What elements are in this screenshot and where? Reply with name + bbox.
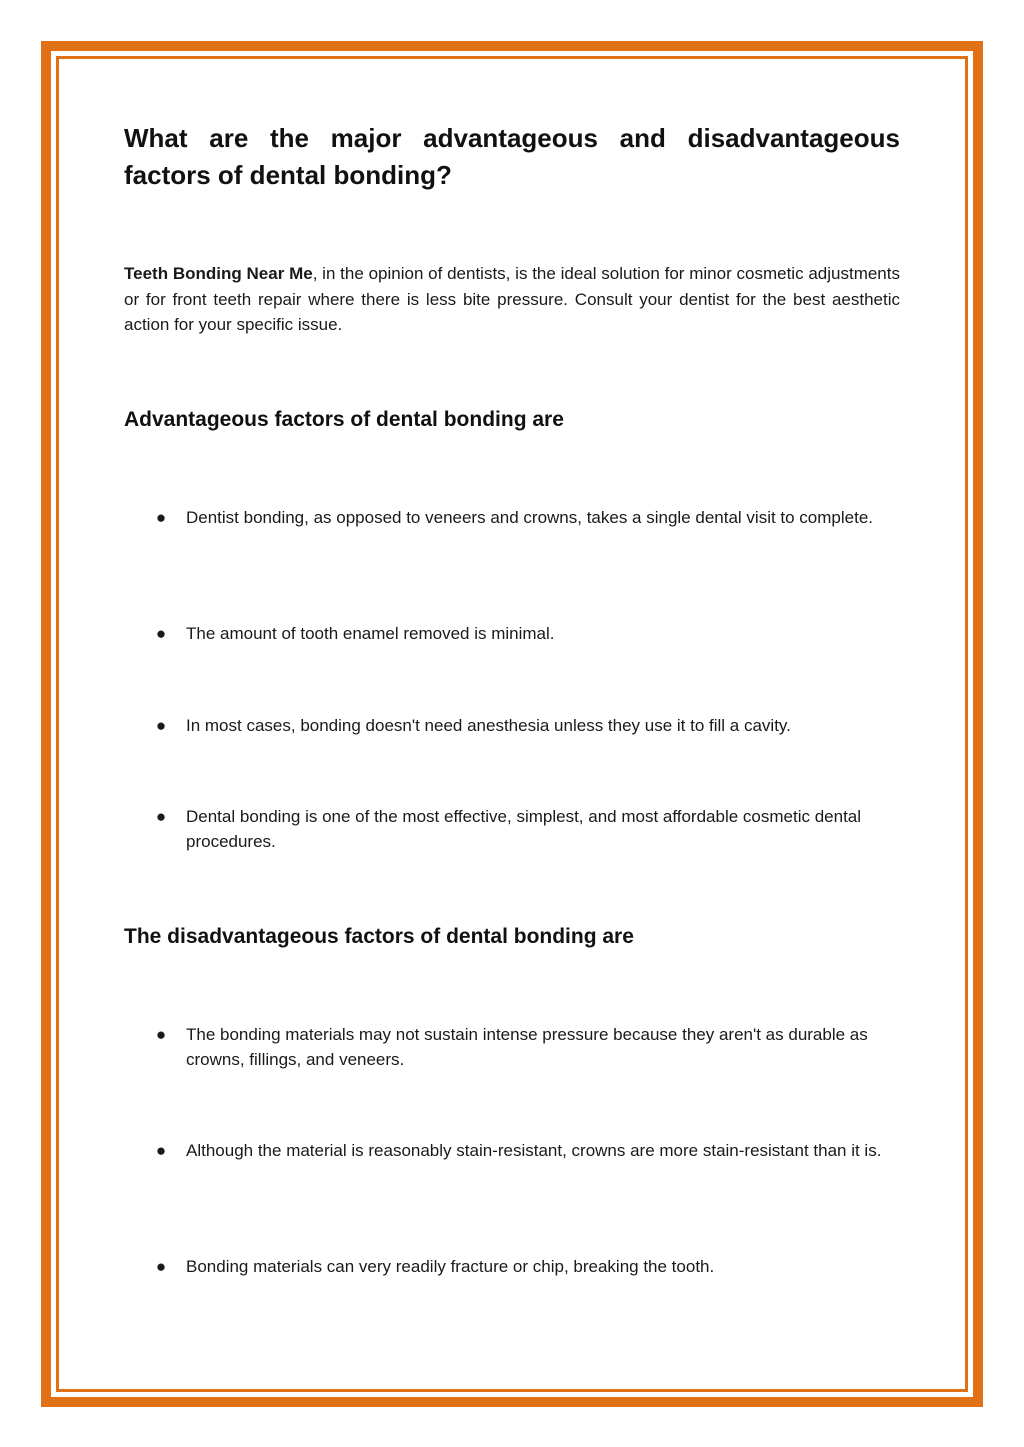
advantage-item-text: The amount of tooth enamel removed is minimal. xyxy=(186,624,555,643)
document-title: What are the major advantageous and disadvantageous factors of dental bonding? xyxy=(124,123,900,190)
bullet-icon: ● xyxy=(155,1141,167,1160)
bullet-icon: ● xyxy=(155,807,167,826)
bullet-icon: ● xyxy=(155,1025,167,1044)
disadvantage-item xyxy=(155,1138,886,1163)
bullet-icon: ● xyxy=(155,1257,167,1276)
bullet-icon: ● xyxy=(155,508,167,527)
disadvantage-item-text: The bonding materials may not sustain intense pressure because they aren't as durable as crowns, fillings, and veneers. xyxy=(186,1025,868,1069)
advantage-item xyxy=(155,804,886,854)
disadvantage-item-text: Although the material is reasonably stain-resistant, crowns are more stain-resistant than it is. xyxy=(186,1141,882,1160)
advantages-heading: Advantageous factors of dental bonding are xyxy=(124,408,564,431)
advantage-item xyxy=(155,713,886,738)
advantage-item xyxy=(155,621,886,646)
disadvantage-item xyxy=(155,1254,886,1279)
advantage-item-text: Dental bonding is one of the most effective, simplest, and most affordable cosmetic dental procedures. xyxy=(186,807,862,851)
bullet-icon: ● xyxy=(155,716,167,735)
disadvantage-item xyxy=(155,1022,886,1072)
bullet-icon: ● xyxy=(155,624,167,643)
disadvantage-item-text: Bonding materials can very readily fracture or chip, breaking the tooth. xyxy=(186,1257,715,1276)
advantage-item-text: In most cases, bonding doesn't need anesthesia unless they use it to fill a cavity. xyxy=(186,716,791,735)
intro-link-text: Teeth Bonding Near Me xyxy=(124,264,313,283)
advantage-item-text: Dentist bonding, as opposed to veneers and crowns, takes a single dental visit to complete. xyxy=(186,508,874,527)
advantage-item xyxy=(155,505,886,530)
intro-text: , in the opinion of dentists, is the ideal solution for minor cosmetic adjustments or for front teeth repair where there is less bite pressure. Consult your dentist for the best aesthetic action for your specific issue. xyxy=(124,264,900,334)
disadvantages-heading: The disadvantageous factors of dental bonding are xyxy=(124,925,634,948)
intro-paragraph xyxy=(124,261,900,338)
